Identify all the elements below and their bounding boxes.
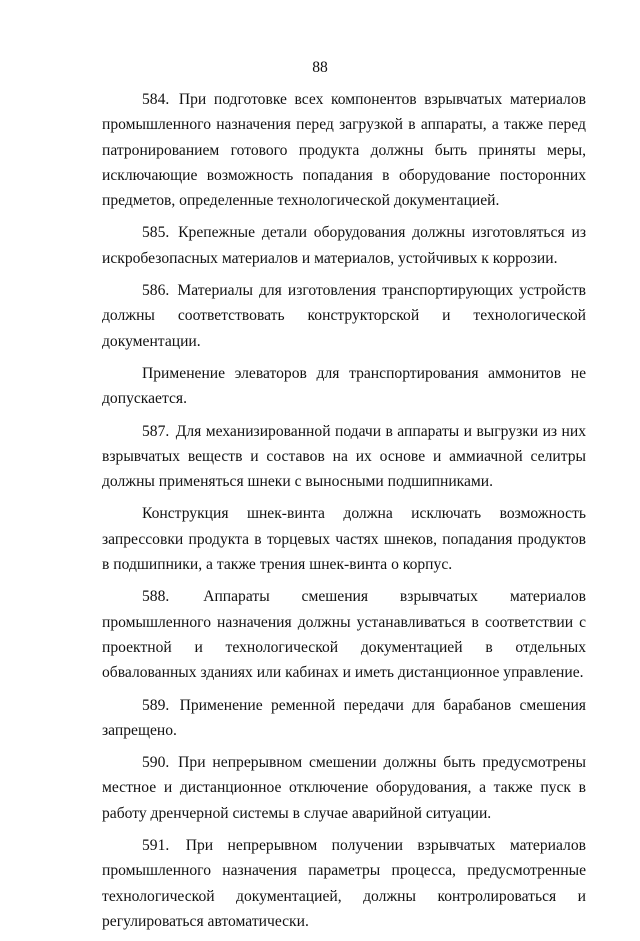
paragraph-number: 587. <box>142 422 170 440</box>
paragraph-586 <box>102 278 586 354</box>
paragraph-text: Для механизированной подачи в аппараты и выгрузки из них взрывчатых веществ и составов на их основе и аммиачной селитры должны применяться шнеки с выносными подшипниками. <box>102 422 586 491</box>
document-body <box>102 87 586 941</box>
paragraph-589 <box>102 693 586 744</box>
paragraph-text: Конструкция шнек-винта должна исключать возможность запрессовки продукта в торцевых частях шнеков, попадания продуктов в подшипники, а также трения шнек-винта о корпус. <box>102 505 586 574</box>
paragraph-590 <box>102 750 586 826</box>
paragraph-number: 590. <box>142 754 170 772</box>
paragraph-585 <box>102 220 586 271</box>
paragraph-text: Применение элеваторов для транспортирования аммонитов не допускается. <box>102 364 586 408</box>
paragraph-number: 589. <box>142 696 170 714</box>
paragraph-586-continued <box>102 361 586 412</box>
paragraph-number: 586. <box>142 282 170 300</box>
paragraph-text: При подготовке всех компонентов взрывчатых материалов промышленного назначения перед загрузкой в аппараты, а также перед патронированием готового продукта должны быть приняты меры, исключающие возможность попадания в оборудование посторонних предметов, определенные технологической документацией. <box>102 91 586 210</box>
paragraph-587-continued <box>102 501 586 577</box>
paragraph-584 <box>102 87 586 213</box>
paragraph-number: 588. <box>142 588 170 606</box>
paragraph-text: При непрерывном смешении должны быть предусмотрены местное и дистанционное отключение оборудования, а также пуск в работу дренчерной системы в случае аварийной ситуации. <box>102 754 586 822</box>
paragraph-587 <box>102 419 586 495</box>
paragraph-591 <box>102 833 586 934</box>
paragraph-588 <box>102 584 586 685</box>
paragraph-text: При непрерывном получении взрывчатых материалов промышленного назначения параметры процесса, предусмотренные технологической документацией, должны контролироваться и регулироваться автоматически. <box>102 837 586 930</box>
paragraph-text: Аппараты смешения взрывчатых материалов промышленного назначения должны устанавливаться в соответствии с проектной и технологической документацией в отдельных обвалованных зданиях или кабинах и иметь дистанционное управление. <box>102 588 586 682</box>
paragraph-number: 585. <box>142 224 170 242</box>
page-number: 88 <box>312 59 328 76</box>
paragraph-text: Применение ременной передачи для барабанов смешения запрещено. <box>102 696 586 739</box>
paragraph-text: Материалы для изготовления транспортирующих устройств должны соответствовать конструкторской и технологической документации. <box>102 282 587 350</box>
paragraph-number: 584. <box>142 91 170 108</box>
paragraph-text: Крепежные детали оборудования должны изготовляться из искробезопасных материалов и материалов, устойчивых к коррозии. <box>102 224 586 267</box>
paragraph-number: 591. <box>142 837 170 855</box>
